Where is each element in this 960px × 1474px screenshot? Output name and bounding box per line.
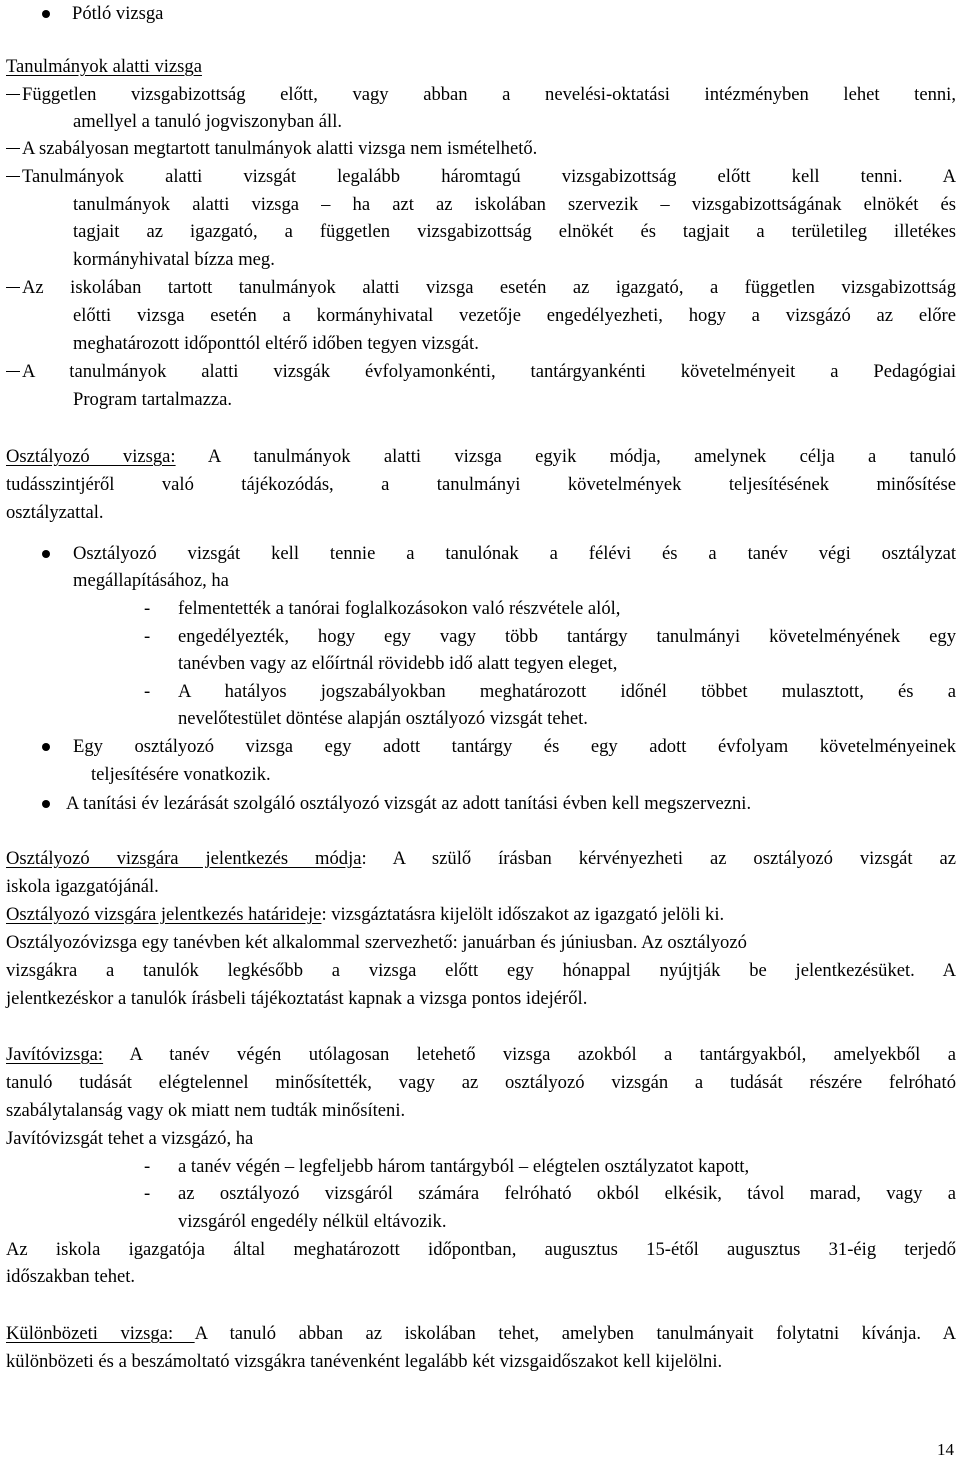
paragraph-line: különbözeti és a beszámoltató vizsgákra tanévenként legalább két vizsgaidőszakot kell kijelölni.	[6, 1351, 723, 1372]
section-heading: Tanulmányok alatti vizsga	[6, 56, 202, 77]
paragraph: Javítóvizsga: A tanév végén utólagosan letehető vizsga azokból a tantárgyakból, amelyekből a	[6, 1044, 956, 1065]
paragraph-line: iskola igazgatójánál.	[6, 876, 159, 897]
list-item-continuation: Program tartalmazza.	[73, 389, 233, 410]
bullet-icon	[42, 550, 50, 558]
dash-item: az osztályozó vizsgáról számára felróható okból elkésik, távol marad, vagy a	[178, 1183, 956, 1204]
bullet-text: megállapításához, ha	[73, 570, 229, 591]
page-number: 14	[937, 1440, 954, 1459]
dash-icon	[6, 94, 20, 95]
dash-marker: -	[144, 626, 151, 647]
paragraph-line: osztályzattal.	[6, 502, 104, 523]
list-item-continuation: tanulmányok alatti vizsga – ha azt az iskolában szervezik – vizsgabizottságának elnökét és	[73, 194, 956, 215]
bullet-icon	[42, 10, 50, 18]
term-label: Osztályozó vizsgára jelentkezés módja	[6, 848, 362, 869]
list-item-continuation: tagjait az igazgató, a független vizsgabizottság elnökét és tagjait a területileg illetékes	[73, 221, 956, 242]
dash-icon	[6, 371, 20, 372]
dash-item: a tanév végén – legfeljebb három tantárgyból – elégtelen osztályzatot kapott,	[178, 1156, 750, 1177]
term-label: Különbözeti vizsga:	[6, 1323, 195, 1344]
bullet-text: Egy osztályozó vizsga egy adott tantárgy és egy adott évfolyam követelményeinek	[73, 736, 956, 757]
paragraph-line: szabálytalanság vagy ok miatt nem tudták minősíteni.	[6, 1100, 406, 1121]
list-item: A tanulmányok alatti vizsgák évfolyamonkénti, tantárgyankénti követelményeit a Pedagógiai	[6, 358, 956, 385]
dash-icon	[6, 176, 20, 177]
bullet-text: teljesítésére vonatkozik.	[91, 764, 271, 785]
bullet-text: Pótló vizsga	[72, 3, 164, 24]
dash-marker: -	[144, 598, 151, 619]
bullet-icon	[42, 743, 50, 751]
dash-item: felmentették a tanórai foglalkozásokon való részvétele alól,	[178, 598, 621, 619]
paragraph-line: tanuló tudását elégtelennel minősítették, vagy az osztályozó vizsgán a tudását részére felróható	[6, 1072, 956, 1093]
dash-marker: -	[144, 681, 151, 702]
paragraph-line: Az iskola igazgatója által meghatározott időpontban, augusztus 15-étől augusztus 31-éig terjedő	[6, 1239, 956, 1260]
paragraph-line: vizsgákra a tanulók legkésőbb a vizsga előtt egy hónappal nyújtják be jelentkezésüket. A	[6, 960, 956, 981]
dash-icon	[6, 287, 20, 288]
paragraph: Különbözeti vizsga: A tanuló abban az iskolában tehet, amelyben tanulmányait folytatni kívánja. A	[6, 1323, 956, 1344]
paragraph: Osztályozó vizsga: A tanulmányok alatti vizsga egyik módja, amelynek célja a tanuló	[6, 446, 956, 467]
term-label: Osztályozó vizsgára jelentkezés határideje	[6, 904, 322, 925]
term-label: Osztályozó vizsga:	[6, 446, 176, 467]
list-item-continuation: amellyel a tanuló jogviszonyban áll.	[73, 111, 343, 132]
paragraph-line: időszakban tehet.	[6, 1266, 136, 1287]
paragraph: Osztályozó vizsgára jelentkezés határideje: vizsgáztatásra kijelölt időszakot az igazgató jelöli ki.	[6, 904, 725, 925]
dash-icon	[6, 148, 20, 149]
list-item-continuation: kormányhivatal bízza meg.	[73, 249, 275, 270]
list-item: A szabályosan megtartott tanulmányok alatti vizsga nem ismételhető.	[6, 135, 956, 162]
dash-item: tanévben vagy az előírtnál rövidebb idő alatt tegyen eleget,	[178, 653, 618, 674]
list-item-continuation: meghatározott időponttól eltérő időben tegyen vizsgát.	[73, 333, 479, 354]
dash-marker: -	[144, 1183, 151, 1204]
bullet-icon	[42, 800, 50, 808]
paragraph-line: tudásszintjéről való tájékozódás, a tanulmányi követelmények teljesítésének minősítése	[6, 474, 956, 495]
dash-item: engedélyezték, hogy egy vagy több tantárgy tanulmányi követelményének egy	[178, 626, 956, 647]
list-item: Független vizsgabizottság előtt, vagy abban a nevelési-oktatási intézményben lehet tenni,	[6, 81, 956, 108]
paragraph-line: Javítóvizsgát tehet a vizsgázó, ha	[6, 1128, 254, 1149]
paragraph-line: Osztályozóvizsga egy tanévben két alkalommal szervezhető: januárban és júniusban. Az osztályozó	[6, 932, 747, 953]
dash-item: vizsgáról engedély nélkül eltávozik.	[178, 1211, 447, 1232]
term-label: Javítóvizsga:	[6, 1044, 104, 1065]
paragraph: Osztályozó vizsgára jelentkezés módja: A szülő írásban kérvényezheti az osztályozó vizsgát az	[6, 848, 956, 869]
list-item: Tanulmányok alatti vizsgát legalább háromtagú vizsgabizottság előtt kell tenni. A	[6, 163, 956, 190]
paragraph-line: jelentkezéskor a tanulók írásbeli tájékoztatást kapnak a vizsga pontos idejéről.	[6, 988, 588, 1009]
bullet-text: Osztályozó vizsgát kell tennie a tanulónak a félévi és a tanév végi osztályzat	[73, 543, 956, 564]
dash-item: nevelőtestület döntése alapján osztályozó vizsgát tehet.	[178, 708, 588, 729]
list-item: Az iskolában tartott tanulmányok alatti vizsga esetén az igazgató, a független vizsgabizottság	[6, 274, 956, 301]
dash-marker: -	[144, 1156, 151, 1177]
dash-item: A hatályos jogszabályokban meghatározott időnél többet mulasztott, és a	[178, 681, 956, 702]
list-item-continuation: előtti vizsga esetén a kormányhivatal vezetője engedélyezheti, hogy a vizsgázó az előre	[73, 305, 956, 326]
bullet-text: A tanítási év lezárását szolgáló osztályozó vizsgát az adott tanítási évben kell megszervezni.	[66, 793, 752, 814]
